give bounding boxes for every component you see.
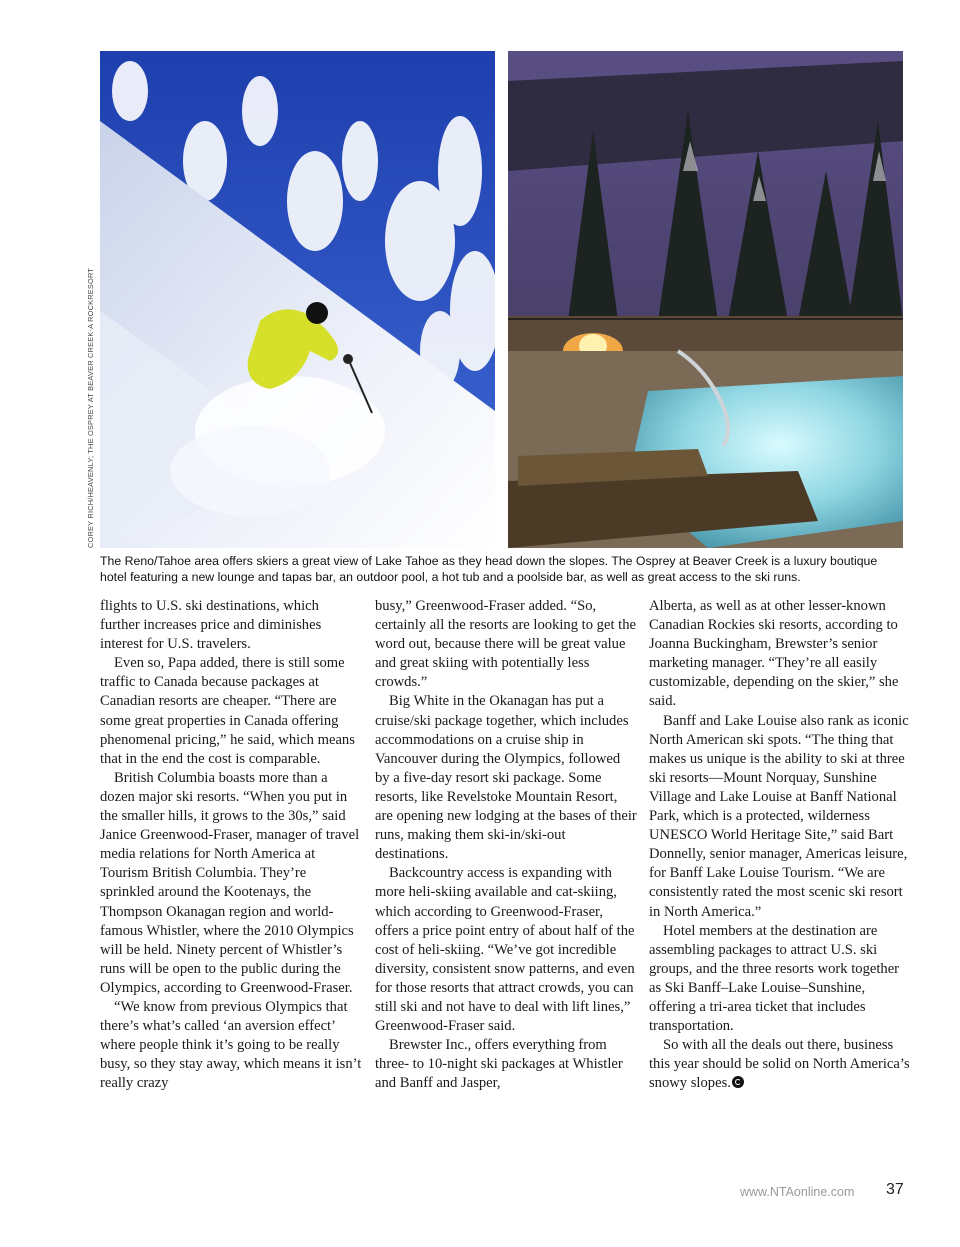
paragraph: Hotel members at the destination are assembling packages to attract U.S. ski groups, and the three resorts work together as Ski Banff–Lake Louise–Sunshine, offering a tri-area ticket that includes transportation.	[649, 922, 900, 1035]
photo-caption: The Reno/Tahoe area offers skiers a great view of Lake Tahoe as they head down the slopes. The Osprey at Beaver Creek is a luxury boutique hotel featuring a new lounge and tapas bar, an outdoor pool, a hot tub and a poolside bar, as well as great access to the ski runs.	[100, 554, 878, 584]
paragraph	[649, 1036, 911, 1093]
paragraph: “We know from previous Olympics that there’s what’s called ‘an aversion effect’ where people think it’s going to be really busy, so they stay away, which means it isn’t really crazy	[100, 998, 362, 1092]
paragraph: Even so, Papa added, there is still some traffic to Canada because packages at Canadian resorts are cheaper. “There are some great properties in Canada offering phenomenal pricing,” he said, which means that in the end the cost is comparable.	[100, 655, 355, 767]
photo-credit: COREY RICH/HEAVENLY; THE OSPREY AT BEAVER CREEK-A ROCKRESORT	[86, 267, 95, 548]
hotel-pool-photo	[508, 51, 903, 548]
paragraph: Big White in the Okanagan has put a cruise/ski package together, which includes accommodations on a cruise ship in Vancouver during the Olympics, followed by a five-day resort ski package. Some resorts, like Revelstoke Mountain Resort, are opening new lodging at the bases of their runs, making them ski-in/ski-out destinations.	[375, 693, 637, 863]
paragraph-text: So with all the deals out there, business this year should be solid on North America’s snowy slopes.	[649, 1037, 910, 1092]
paragraph: Alberta, as well as at other lesser-known Canadian Rockies ski resorts, according to Joanna Buckingham, Brewster’s senior marketing manager. “They’re all easily customizable, depending on the skier,” she said.	[649, 598, 899, 710]
footer-url[interactable]: www.NTAonline.com	[740, 1185, 855, 1199]
paragraph: Banff and Lake Louise also rank as iconic North American ski spots. “The thing that makes us unique is the ability to ski at three ski resorts—Mount Norquay, Sunshine Village and Lake Louise at Banff National Park, which is a protected, wilderness UNESCO World Heritage Site,” said Bart Donnelly, senior manager, Americas leisure, for Banff Lake Louise Tourism. “We are consistently rated the most scenic ski resort in North America.”	[649, 712, 909, 920]
page-number: 37	[886, 1181, 904, 1198]
paragraph: busy,” Greenwood-Fraser added. “So, certainly all the resorts are looking to get the word out, because there will be great value and great skiing with potentially less crowds.”	[375, 598, 636, 691]
skier-photo	[100, 51, 495, 548]
article-column-3	[649, 597, 911, 1093]
end-of-story-icon	[732, 1076, 744, 1088]
article-column-2	[375, 597, 637, 1093]
paragraph: flights to U.S. ski destinations, which further increases price and diminishes interest for U.S. travelers.	[100, 598, 322, 653]
article-column-1	[100, 597, 362, 1093]
paragraph: British Columbia boasts more than a dozen major ski resorts. “When you put in the smaller hills, it grows to the 30s,” said Janice Greenwood-Fraser, manager of travel media relations for North America at Tourism British Columbia. They’re sprinkled around the Kootenays, the Thompson Okanagan region and world-famous Whistler, where the 2010 Olympics will be held. Ninety percent of Whistler’s runs will be open to the public during the Olympics, according to Greenwood-Fraser.	[100, 769, 360, 996]
paragraph: Brewster Inc., offers everything from three- to 10-night ski packages at Whistler and Banff and Jasper,	[375, 1037, 623, 1092]
paragraph: Backcountry access is expanding with more heli-skiing available and cat-skiing, which according to Greenwood-Fraser, offers a price point entry of about half of the cost of heli-skiing. “We’ve got incredible diversity, consistent snow patterns, and even for those resorts that attract crowds, you can still ski and not have to deal with lift lines,” Greenwood-Fraser said.	[375, 865, 635, 1035]
